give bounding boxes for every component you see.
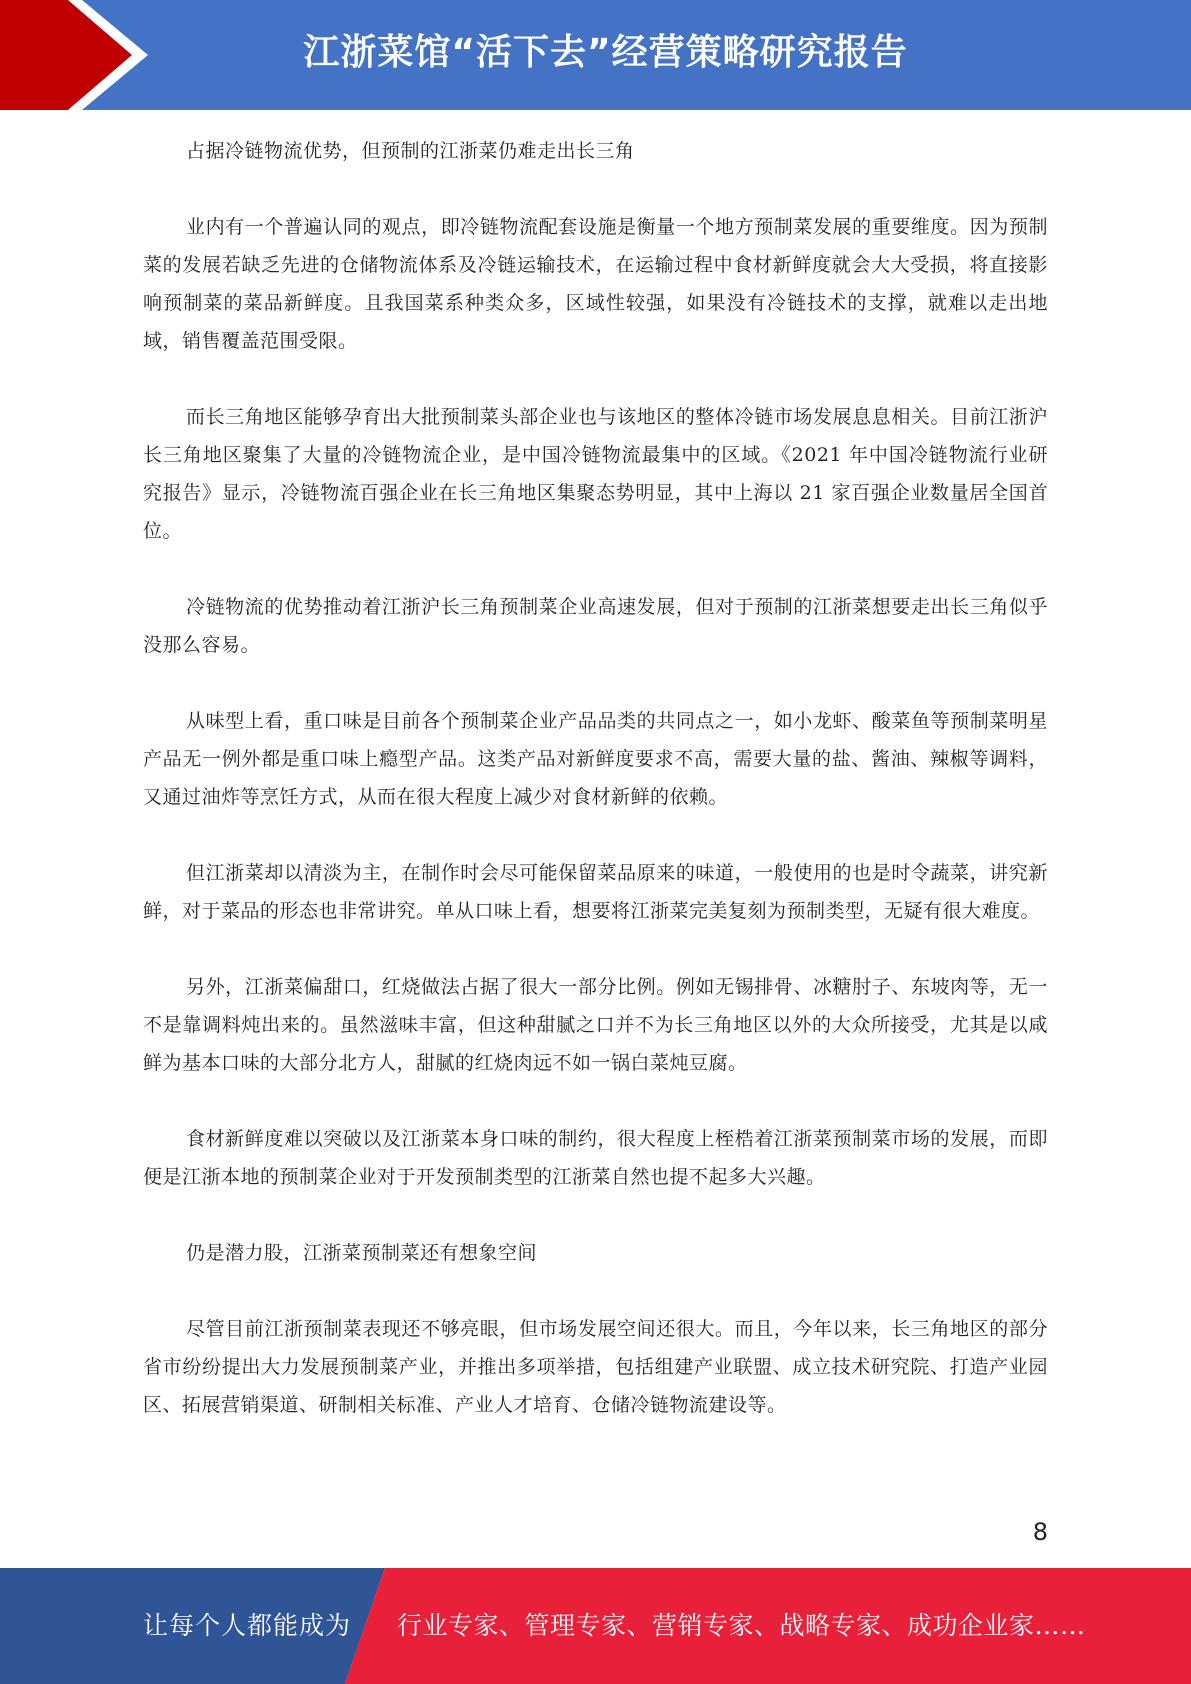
paragraph: 食材新鲜度难以突破以及江浙菜本身口味的制约，很大程度上桎梏着江浙菜预制菜市场的发展，而即便是江浙本地的预制菜企业对于开发预制类型的江浙菜自然也提不起多大兴趣。 bbox=[143, 1128, 1048, 1188]
paragraph: 业内有一个普遍认同的观点，即冷链物流配套设施是衡量一个地方预制菜发展的重要维度。因为预制菜的发展若缺乏先进的仓储物流体系及冷链运输技术，在运输过程中食材新鲜度就会大大受损，将直接影响预制菜的菜品新鲜度。且我国菜系种类众多，区域性较强，如果没有冷链技术的支撑，就难以走出地域，销售覆盖范围受限。 bbox=[143, 216, 1048, 352]
page-footer bbox=[0, 1568, 1191, 1684]
paragraph: 但江浙菜却以清淡为主，在制作时会尽可能保留菜品原来的味道，一般使用的也是时令蔬菜，讲究新鲜，对于菜品的形态也非常讲究。单从口味上看，想要将江浙菜完美复刻为预制类型，无疑有很大难度。 bbox=[143, 862, 1048, 922]
article-body bbox=[143, 132, 1048, 1462]
footer-slogan-left: 让每个人都能成为 bbox=[143, 1611, 352, 1640]
section-heading-potential: 仍是潜力股，江浙菜预制菜还有想象空间 bbox=[186, 1242, 538, 1264]
page-header bbox=[0, 0, 1191, 110]
paragraph: 而长三角地区能够孕育出大批预制菜头部企业也与该地区的整体冷链市场发展息息相关。目前江浙沪长三角地区聚集了大量的冷链物流企业，是中国冷链物流最集中的区域。《2021 年中国冷链物流行业研究报告》显示，冷链物流百强企业在长三角地区集聚态势明显，其中上海以 21 家百强企业数量居全国首位。 bbox=[143, 406, 1048, 542]
paragraph: 尽管目前江浙预制菜表现还不够亮眼，但市场发展空间还很大。而且，今年以来，长三角地区的部分省市纷纷提出大力发展预制菜产业，并推出多项举措，包括组建产业联盟、成立技术研究院、打造产业园区、拓展营销渠道、研制相关标准、产业人才培育、仓储冷链物流建设等。 bbox=[143, 1318, 1048, 1416]
paragraph: 另外，江浙菜偏甜口，红烧做法占据了很大一部分比例。例如无锡排骨、冰糖肘子、东坡肉等，无一不是靠调料炖出来的。虽然滋味丰富，但这种甜腻之口并不为长三角地区以外的大众所接受，尤其是以咸鲜为基本口味的大部分北方人，甜腻的红烧肉远不如一锅白菜炖豆腐。 bbox=[143, 976, 1048, 1074]
document-title: 江浙菜馆“活下去”经营策略研究报告 bbox=[303, 32, 908, 73]
section-heading-cold-chain: 占据冷链物流优势，但预制的江浙菜仍难走出长三角 bbox=[186, 140, 635, 162]
paragraph: 从味型上看，重口味是目前各个预制菜企业产品品类的共同点之一，如小龙虾、酸菜鱼等预制菜明星产品无一例外都是重口味上瘾型产品。这类产品对新鲜度要求不高，需要大量的盐、酱油、辣椒等调料，又通过油炸等烹饪方式，从而在很大程度上减少对食材新鲜的依赖。 bbox=[143, 710, 1048, 808]
paragraph: 冷链物流的优势推动着江浙沪长三角预制菜企业高速发展，但对于预制的江浙菜想要走出长三角似乎没那么容易。 bbox=[143, 596, 1048, 656]
footer-slogan-right: 行业专家、管理专家、营销专家、战略专家、成功企业家…… bbox=[397, 1611, 1086, 1640]
page-number: 8 bbox=[1032, 1518, 1048, 1546]
